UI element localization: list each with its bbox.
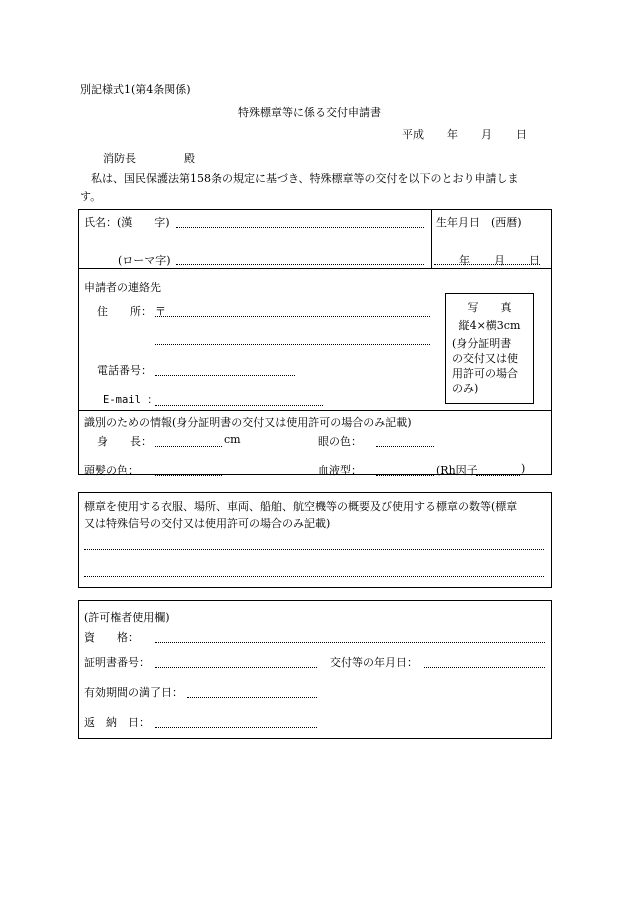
expiry-date-field[interactable]: [187, 697, 317, 698]
expiry-date-label: 有効期間の満了日：: [84, 686, 183, 699]
eye-color-field[interactable]: [376, 446, 434, 447]
intro-text-cont: す。: [80, 190, 102, 203]
authority-heading: (許可権者使用欄): [84, 611, 170, 624]
height-unit: cm: [224, 433, 241, 446]
rh-factor-field[interactable]: [476, 475, 520, 476]
name-roman-field[interactable]: [176, 264, 424, 265]
honorific: 殿: [184, 152, 195, 165]
dob-label: 生年月日 (西暦): [436, 216, 522, 229]
hair-color-field[interactable]: [155, 475, 222, 476]
photo-size: 縦4×横3cm: [458, 319, 521, 332]
usage-text-line1: 標章を使用する衣服、場所、車両、船舶、航空機等の概要及び使用する標章の数等(標章: [84, 500, 518, 513]
issue-date-field[interactable]: [424, 667, 545, 668]
usage-field-2[interactable]: [84, 576, 544, 577]
height-field[interactable]: [155, 446, 222, 447]
return-date-field[interactable]: [155, 727, 317, 728]
eye-color-label: 眼の色：: [318, 435, 362, 448]
hair-color-label: 頭髪の色：: [84, 464, 139, 477]
date-era: 平成: [402, 128, 424, 141]
phone-label: 電話番号：: [97, 364, 152, 377]
dob-month-label: 月: [494, 254, 505, 267]
dob-field[interactable]: [434, 264, 540, 265]
dob-day-label: 日: [529, 254, 540, 267]
contact-heading: 申請者の連絡先: [84, 281, 161, 294]
divider-name: [78, 268, 552, 269]
rh-factor-close: ): [521, 462, 526, 475]
postal-mark: 〒: [155, 305, 166, 318]
rh-factor-label: (Rh因子: [436, 464, 478, 477]
usage-field-1[interactable]: [84, 549, 544, 550]
certificate-number-label: 証明書番号：: [84, 656, 150, 669]
return-date-label: 返 納 日：: [84, 716, 150, 729]
certificate-number-field[interactable]: [155, 667, 317, 668]
photo-title: 写 真: [467, 301, 512, 314]
email-field[interactable]: [155, 405, 323, 406]
blood-type-label: 血液型：: [318, 464, 362, 477]
height-label: 身 長：: [97, 435, 152, 448]
photo-note-line: 用許可の場合: [452, 367, 518, 380]
dob-divider: [431, 209, 432, 269]
blood-type-field[interactable]: [376, 475, 434, 476]
page-title: 特殊標章等に係る交付申請書: [238, 106, 381, 119]
photo-note-line: のみ): [452, 382, 479, 395]
photo-note-line: の交付又は使: [452, 352, 518, 365]
identification-heading: 識別のための情報(身分証明書の交付又は使用許可の場合のみ記載): [84, 416, 412, 429]
issue-date-label: 交付等の年月日：: [330, 656, 418, 669]
name-roman-label: (ローマ字): [118, 254, 171, 267]
date-year-label: 年: [447, 128, 458, 141]
phone-field[interactable]: [155, 375, 295, 376]
date-month-label: 月: [481, 128, 492, 141]
address-field-1[interactable]: [155, 316, 430, 317]
divider-contact: [78, 410, 552, 411]
email-label: E-mail ：: [103, 394, 158, 406]
date-day-label: 日: [516, 128, 527, 141]
name-kanji-label: 氏名：(漢 字): [84, 216, 170, 229]
form-id: 別記様式1(第4条関係): [80, 83, 191, 96]
dob-year-label: 年: [459, 254, 470, 267]
address-label: 住 所：: [97, 305, 152, 318]
usage-text-line2: 又は特殊信号の交付又は使用許可の場合のみ記載): [84, 517, 331, 530]
addressee: 消防長: [103, 152, 136, 165]
photo-box: [445, 293, 534, 404]
intro-text: 私は、国民保護法第158条の規定に基づき、特殊標章等の交付を以下のとおり申請しま: [91, 172, 519, 185]
qualification-label: 資 格：: [84, 631, 139, 644]
name-kanji-field[interactable]: [176, 227, 424, 228]
qualification-field[interactable]: [155, 642, 545, 643]
address-field-2[interactable]: [155, 344, 430, 345]
photo-note-line: (身分証明書: [452, 337, 512, 350]
